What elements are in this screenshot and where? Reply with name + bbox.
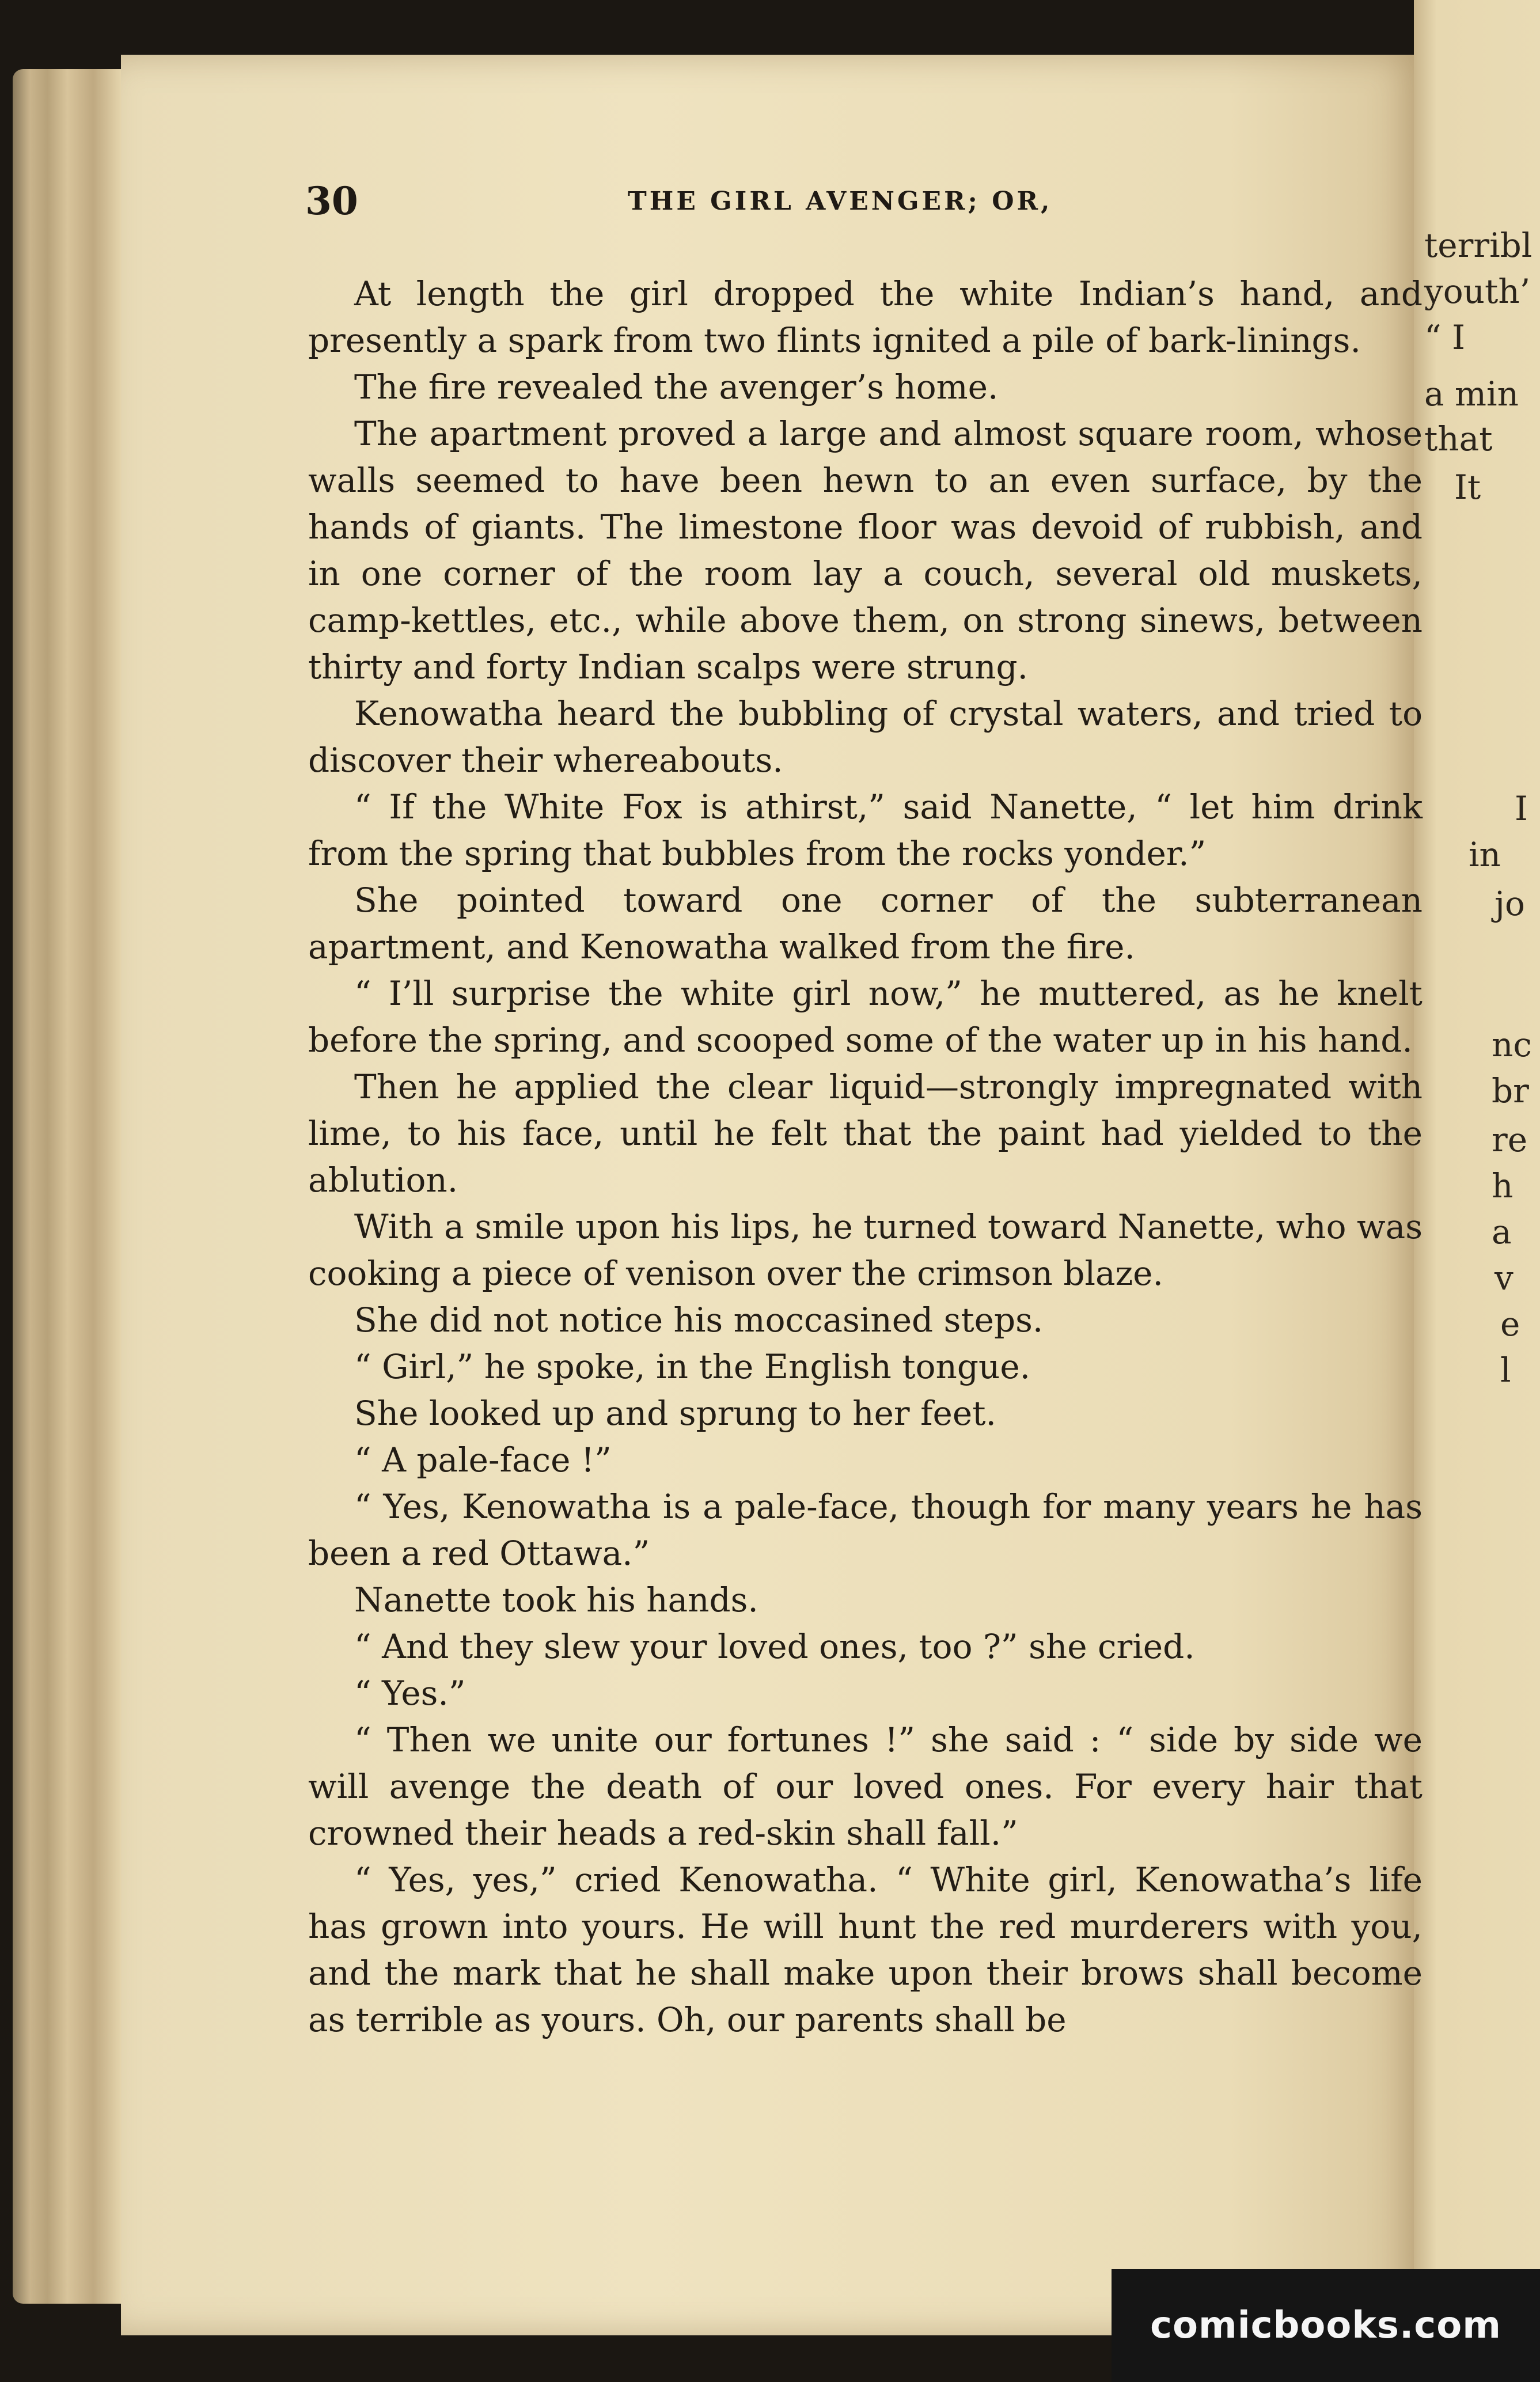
facing-page-fragment: I — [1515, 789, 1528, 828]
facing-page-fragment: that — [1424, 419, 1493, 458]
paragraph: She looked up and sprung to her feet. — [354, 1394, 996, 1433]
facing-page-fragment: youth’ — [1424, 272, 1531, 311]
paragraph: “ Yes, Kenowatha is a pale-face, though for many years he has been a red Ottawa.” — [308, 1487, 1423, 1573]
paragraph: “ A pale-face !” — [354, 1440, 612, 1480]
facing-page-fragment: nc — [1492, 1025, 1532, 1064]
facing-page-fragment: It — [1454, 468, 1481, 507]
facing-page-fragment: a — [1492, 1212, 1512, 1251]
paragraph: At length the girl dropped the white Indian’s hand, and presently a spark from two flints ignited a pile of bark-linings. — [308, 274, 1423, 360]
facing-page-fragment: re — [1492, 1120, 1528, 1159]
paragraph: Nanette took his hands. — [354, 1580, 758, 1619]
paragraph: “ Then we unite our fortunes !” she said : “ side by side we will avenge the death of our loved ones. For every hair that crowned their heads a red-skin shall fall.” — [308, 1720, 1423, 1853]
facing-page-edge — [1414, 0, 1540, 2382]
paragraph: “ I’ll surprise the white girl now,” he muttered, as he knelt before the spring, and scooped some of the water up in his hand. — [308, 974, 1423, 1060]
paragraph: “ Yes, yes,” cried Kenowatha. “ White girl, Kenowatha’s life has grown into yours. He will hunt the red murderers with you, and the mark that he shall make upon their brows shall become as terrible as yours. Oh, our parents shall be — [308, 1860, 1423, 2039]
page-header — [305, 179, 1428, 225]
paragraph: With a smile upon his lips, he turned toward Nanette, who was cooking a piece of venison over the crimson blaze. — [308, 1207, 1423, 1293]
facing-page-fragment: l — [1500, 1351, 1511, 1390]
facing-page-fragment: terribl — [1424, 226, 1533, 265]
facing-page-fragment: e — [1500, 1304, 1520, 1344]
paragraph: Kenowatha heard the bubbling of crystal waters, and tried to discover their whereabouts. — [308, 694, 1423, 780]
paragraph: She did not notice his moccasined steps. — [354, 1300, 1044, 1340]
watermark-logo: comicbooks.com — [1112, 2269, 1540, 2382]
facing-page-fragment: h — [1492, 1166, 1514, 1205]
paragraph: “ Yes.” — [354, 1674, 466, 1713]
facing-page-fragment: v — [1495, 1258, 1514, 1298]
paragraph: Then he applied the clear liquid—strongly impregnated with lime, to his face, until he felt that the paint had yielded to the ablution. — [308, 1067, 1423, 1200]
paragraph: “ Girl,” he spoke, in the English tongue. — [354, 1347, 1031, 1386]
paragraph: “ If the White Fox is athirst,” said Nanette, “ let him drink from the spring that bubbles from the rocks yonder.” — [308, 787, 1423, 873]
page-number: 30 — [305, 179, 358, 223]
facing-page-fragment: a min — [1424, 374, 1519, 414]
running-head: THE GIRL AVENGER; OR, — [628, 187, 1053, 216]
paragraph: “ And they slew your loved ones, too ?” she cried. — [354, 1627, 1195, 1666]
body-text — [308, 271, 1423, 2043]
facing-page-fragment: br — [1492, 1071, 1529, 1110]
paragraph: She pointed toward one corner of the subterranean apartment, and Kenowatha walked from the fire. — [308, 881, 1423, 966]
facing-page-fragment: “ I — [1424, 318, 1465, 357]
facing-page-fragment: jo — [1495, 884, 1525, 923]
facing-page-fragment: in — [1469, 835, 1501, 874]
paragraph: The apartment proved a large and almost square room, whose walls seemed to have been hewn to an even surface, by the hands of giants. The limestone floor was devoid of rubbish, and in one corner of the room lay a couch, several old muskets, camp-kettles, etc., while above them, on strong sinews, between thirty and forty Indian scalps were strung. — [308, 414, 1423, 686]
paragraph: The fire revealed the avenger’s home. — [354, 367, 999, 407]
